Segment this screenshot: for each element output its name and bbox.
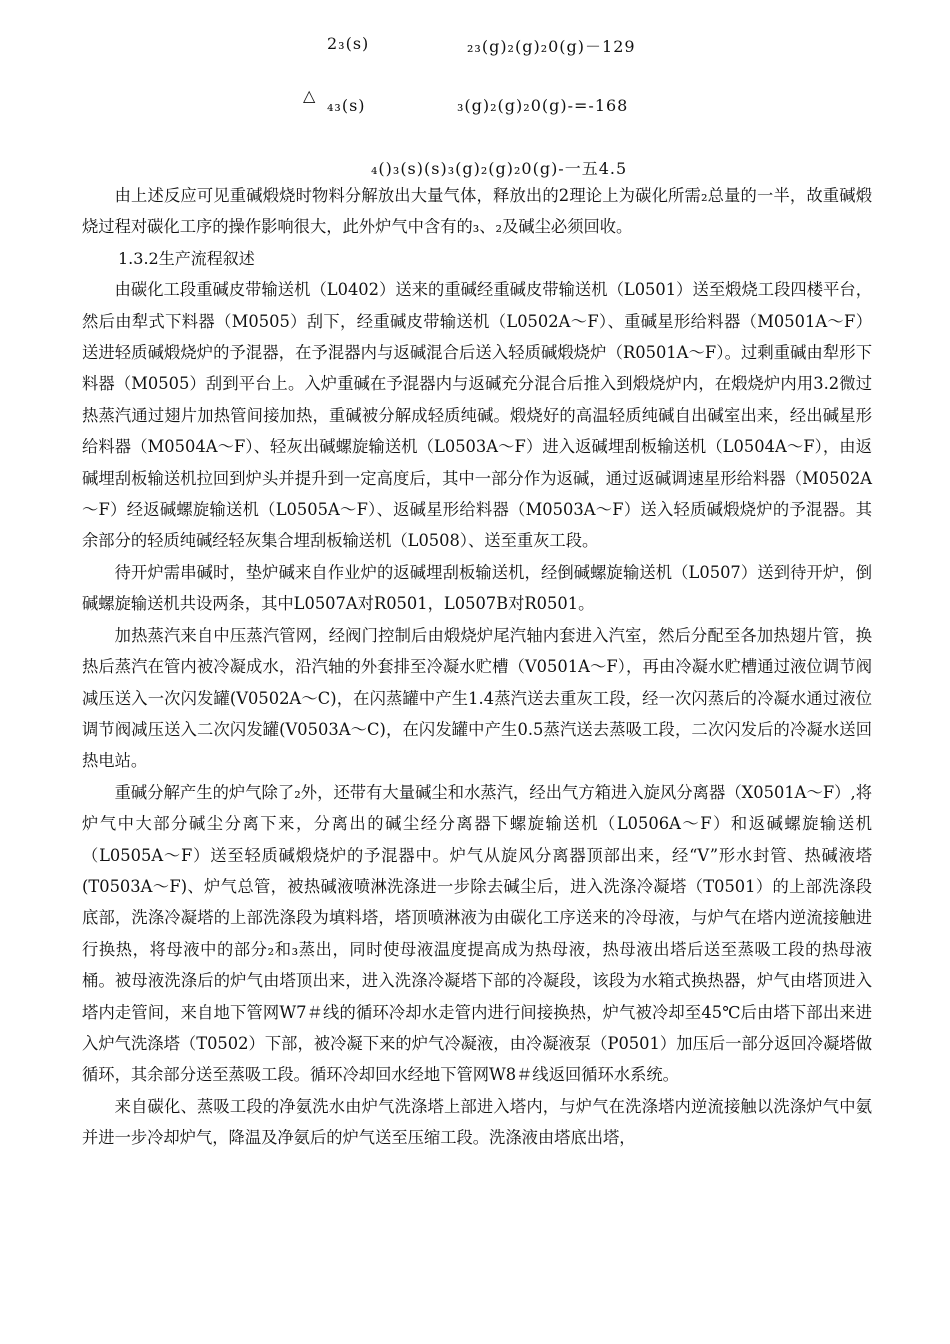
equation-2-right: ₃(g)₂(g)₂0(g)-=-168 — [457, 96, 629, 115]
equation-1-right: ₂₃(g)₂(g)₂0(g)－129 — [467, 37, 636, 56]
paragraph-furnace-gas: 重碱分解产生的炉气除了₂外，还带有大量碱尘和水蒸汽，经出气方箱进入旋风分离器（X0501A～F）,将炉气中大部分碱尘分离下来，分离出的碱尘经分离器下螺旋输送机（L0506A～F）和返碱螺旋输送机（L0505A～F）送至轻质碱煅烧炉的予混器中。炉气从旋风分离器顶部出来，经“V”形水封管、热碱液塔(T0503A～F)、炉气总管，被热碱液喷淋洗涤进一步除去碱尘后，进入洗涤冷凝塔（T0501）的上部洗涤段底部，洗涤冷凝塔的上部洗涤段为填料塔，塔顶喷淋液为由碳化工序送来的冷母液，与炉气在塔内逆流接触进行换热，将母液中的部分₂和₃蒸出，同时使母液温度提高成为热母液，热母液出塔后送至蒸吸工段的热母液桶。被母液洗涤后的炉气由塔顶出来，进入洗涤冷凝塔下部的冷凝段，该段为水箱式换热器，炉气由塔顶进入塔内走管间，来自地下管网W7＃线的循环冷却水走管内进行间接换热，炉气被冷却至45℃后由塔下部出来进入炉气洗涤塔（T0502）下部，被冷凝下来的炉气冷凝液，由冷凝液泵（P0501）加压后一部分返回冷凝塔做循环，其余部分送至蒸吸工段。循环冷却回水经地下管网W8＃线返回循环水系统。 — [82, 782, 872, 1085]
paragraph-startup: 待开炉需串碱时，垫炉碱来自作业炉的返碱埋刮板输送机，经倒碱螺旋输送机（L0507）送到待开炉，倒碱螺旋输送机共设两条，其中L0507A对R0501，L0507B对R0501。 — [82, 562, 872, 614]
heat-triangle-symbol: △ — [303, 86, 317, 105]
equation-3: ₄()₃(s)(s)₃(g)₂(g)₂0(g)-一五4.5 — [371, 159, 628, 178]
body-text — [82, 180, 872, 1154]
section-heading: 1.3.2生产流程叙述 — [118, 248, 255, 268]
paragraph-steam: 加热蒸汽来自中压蒸汽管网，经阀门控制后由煅烧炉尾汽轴内套进入汽室，然后分配至各加热翅片管，换热后蒸汽在管内被冷凝成水，沿汽轴的外套排至冷凝水贮槽（V0501A～F），再由冷凝水贮槽通过液位调节阀减压送入一次闪发罐(V0502A～C)，在闪蒸罐中产生1.4蒸汽送去重灰工段，经一次闪蒸后的冷凝水通过液位调节阀减压送入二次闪发罐(V0503A～C)，在闪发罐中产生0.5蒸汽送去蒸吸工段，二次闪发后的冷凝水送回热电站。 — [82, 625, 872, 771]
paragraph-ammonia-wash: 来自碳化、蒸吸工段的净氨洗水由炉气洗涤塔上部进入塔内，与炉气在洗涤塔内逆流接触以洗涤炉气中氨并进一步冷却炉气，降温及净氨后的炉气送至压缩工段。洗涤液由塔底出塔， — [82, 1096, 872, 1148]
equation-1-left: 2₃(s) — [327, 34, 370, 53]
paragraph-process-flow: 由碳化工段重碱皮带输送机（L0402）送来的重碱经重碱皮带输送机（L0501）送至煅烧工段四楼平台，然后由犁式下料器（M0505）刮下，经重碱皮带输送机（L0502A～F）、重碱星形给料器（M0501A～F）送进轻质碱煅烧炉的予混器，在予混器内与返碱混合后送入轻质碱煅烧炉（R0501A～F）。过剩重碱由犁形下料器（M0505）刮到平台上。入炉重碱在予混器内与返碱充分混合后推入到煅烧炉内，在煅烧炉内用3.2微过热蒸汽通过翅片加热管间接加热，重碱被分解成轻质纯碱。煅烧好的高温轻质纯碱自出碱室出来，经出碱星形给料器（M0504A～F）、轻灰出碱螺旋输送机（L0503A～F）进入返碱埋刮板输送机（L0504A～F），由返碱埋刮板输送机拉回到炉头并提升到一定高度后，其中一部分作为返碱，通过返碱调速星形给料器（M0502A～F）经返碱螺旋输送机（L0505A～F）、返碱星形给料器（M0503A～F）送入轻质碱煅烧炉的予混器。其余部分的轻质纯碱经轻灰集合埋刮板输送机（L0508）、送至重灰工段。 — [82, 280, 872, 551]
paragraph-reaction-summary: 由上述反应可见重碱煅烧时物料分解放出大量气体，释放出的2理论上为碳化所需₂总量的一半，故重碱煅烧过程对碳化工序的操作影响很大，此外炉气中含有的₃、₂及碱尘必须回收。 — [82, 186, 872, 237]
equation-2-left: ₄₃(s) — [327, 96, 366, 115]
